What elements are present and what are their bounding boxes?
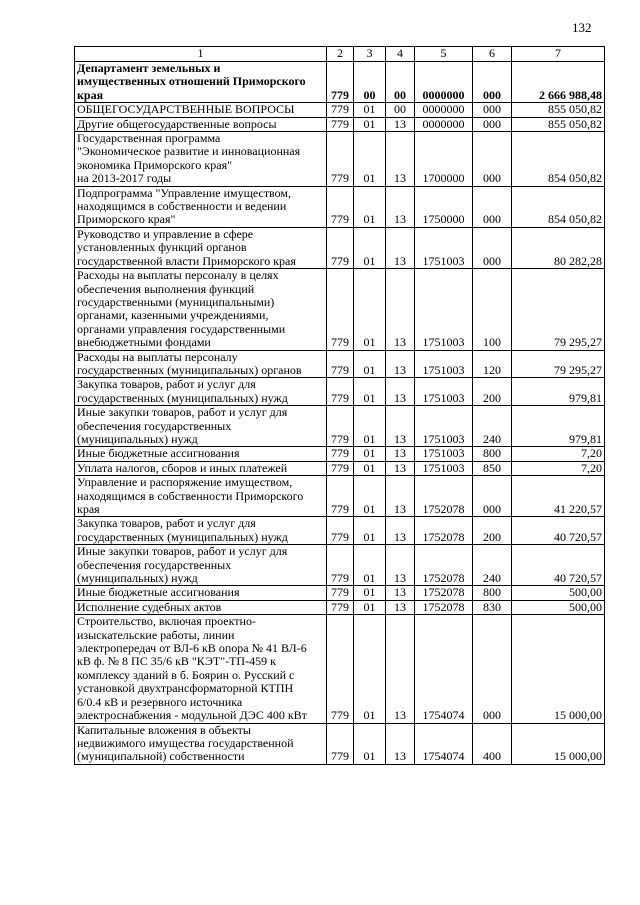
row-name: Иные бюджетные ассигнования	[75, 447, 327, 461]
row-code-3: 01	[354, 378, 386, 406]
row-code-6: 800	[473, 586, 512, 600]
row-amount: 15 000,00	[512, 615, 605, 723]
row-code-3: 01	[354, 186, 386, 227]
row-amount: 40 720,57	[512, 517, 605, 545]
row-code-6: 200	[473, 517, 512, 545]
row-amount: 79 295,27	[512, 350, 605, 378]
row-code-2: 779	[327, 378, 354, 406]
table-row	[75, 227, 605, 268]
row-name: ОБЩЕГОСУДАРСТВЕННЫЕ ВОПРОСЫ	[75, 103, 327, 117]
row-code-3: 01	[354, 600, 386, 614]
row-code-4: 13	[386, 615, 415, 723]
row-code-6: 830	[473, 600, 512, 614]
row-code-3: 01	[354, 615, 386, 723]
table-header	[75, 47, 605, 62]
row-code-3: 01	[354, 103, 386, 117]
row-code-3: 01	[354, 406, 386, 447]
row-name: Управление и распоряжение имуществом, находящимся в собственности Приморского края	[75, 476, 327, 517]
row-code-4: 13	[386, 227, 415, 268]
row-code-6: 240	[473, 406, 512, 447]
row-code-4: 13	[386, 476, 415, 517]
row-code-5: 1700000	[415, 132, 473, 187]
row-code-2: 779	[327, 615, 354, 723]
row-code-4: 13	[386, 517, 415, 545]
table-row	[75, 447, 605, 461]
row-amount: 40 720,57	[512, 545, 605, 586]
row-code-4: 13	[386, 545, 415, 586]
row-code-4: 13	[386, 600, 415, 614]
row-code-2: 779	[327, 269, 354, 350]
row-amount: 979,81	[512, 378, 605, 406]
row-code-6: 000	[473, 615, 512, 723]
table-body	[75, 62, 605, 765]
row-name: Строительство, включая проектно- изыскательские работы, линии электропередач от ВЛ-6 кВ опора № 41 ВЛ-6 кВ ф. № 8 ПС 35/6 кВ "КЭТ"-ТП-459 к комплексу зданий в б. Боярин о. Русский с установкой двухтрансформаторной КТПН 6/0.4 кВ и резервного источника электроснабжения - модульной ДЭС 400 кВт	[75, 615, 327, 723]
row-name: Капитальные вложения в объекты недвижимого имущества государственной (муниципальной) собственности	[75, 723, 327, 764]
table-row	[75, 586, 605, 600]
row-code-3: 01	[354, 350, 386, 378]
row-code-6: 400	[473, 723, 512, 764]
row-name: Закупка товаров, работ и услуг для государственных (муниципальных) нужд	[75, 378, 327, 406]
row-name: Иные закупки товаров, работ и услуг для обеспечения государственных (муниципальных) нужд	[75, 406, 327, 447]
header-col-5: 5	[415, 47, 473, 62]
row-code-2: 779	[327, 586, 354, 600]
table-row	[75, 117, 605, 131]
row-name: Закупка товаров, работ и услуг для государственных (муниципальных) нужд	[75, 517, 327, 545]
row-code-3: 01	[354, 517, 386, 545]
row-amount: 80 282,28	[512, 227, 605, 268]
row-code-3: 01	[354, 461, 386, 475]
row-code-2: 779	[327, 350, 354, 378]
row-code-4: 13	[386, 350, 415, 378]
row-code-3: 01	[354, 447, 386, 461]
row-name: Другие общегосударственные вопросы	[75, 117, 327, 131]
row-name: Руководство и управление в сфере установленных функций органов государственной власти Приморского края	[75, 227, 327, 268]
row-amount: 7,20	[512, 461, 605, 475]
row-code-5: 1752078	[415, 586, 473, 600]
row-code-6: 000	[473, 227, 512, 268]
row-code-6: 000	[473, 132, 512, 187]
row-code-5: 1754074	[415, 615, 473, 723]
table-row	[75, 545, 605, 586]
table-row	[75, 350, 605, 378]
row-code-5: 1751003	[415, 447, 473, 461]
row-code-5: 1752078	[415, 545, 473, 586]
row-code-4: 13	[386, 132, 415, 187]
table-row	[75, 476, 605, 517]
row-name: Иные бюджетные ассигнования	[75, 586, 327, 600]
table-row	[75, 103, 605, 117]
row-code-6: 000	[473, 103, 512, 117]
row-code-4: 13	[386, 406, 415, 447]
row-code-5: 1752078	[415, 476, 473, 517]
row-code-2: 779	[327, 132, 354, 187]
row-code-4: 13	[386, 447, 415, 461]
row-code-3: 01	[354, 723, 386, 764]
header-col-6: 6	[473, 47, 512, 62]
row-code-6: 000	[473, 62, 512, 103]
row-code-5: 0000000	[415, 62, 473, 103]
row-code-4: 13	[386, 186, 415, 227]
row-code-2: 779	[327, 461, 354, 475]
row-code-2: 779	[327, 62, 354, 103]
header-col-1: 1	[75, 47, 327, 62]
row-name: Иные закупки товаров, работ и услуг для обеспечения государственных (муниципальных) нужд	[75, 545, 327, 586]
row-amount: 7,20	[512, 447, 605, 461]
row-code-3: 01	[354, 476, 386, 517]
row-code-2: 779	[327, 103, 354, 117]
row-code-4: 13	[386, 461, 415, 475]
row-name: Государственная программа "Экономическое развитие и инновационная экономика Приморского края" на 2013-2017 годы	[75, 132, 327, 187]
header-col-7: 7	[512, 47, 605, 62]
row-code-2: 779	[327, 186, 354, 227]
table-row	[75, 600, 605, 614]
row-amount: 2 666 988,48	[512, 62, 605, 103]
row-code-4: 13	[386, 723, 415, 764]
row-name: Расходы на выплаты персоналу в целях обеспечения выполнения функций государственными (муниципальными) органами, казенными учреждениями, органами управления государственными внебюджетными фондами	[75, 269, 327, 350]
row-code-3: 01	[354, 117, 386, 131]
table-row	[75, 723, 605, 764]
row-code-4: 13	[386, 269, 415, 350]
row-code-6: 000	[473, 117, 512, 131]
row-code-2: 779	[327, 476, 354, 517]
row-name: Расходы на выплаты персоналу государственных (муниципальных) органов	[75, 350, 327, 378]
row-amount: 500,00	[512, 586, 605, 600]
row-code-2: 779	[327, 723, 354, 764]
row-code-4: 13	[386, 586, 415, 600]
row-code-6: 800	[473, 447, 512, 461]
row-amount: 15 000,00	[512, 723, 605, 764]
row-code-5: 1751003	[415, 350, 473, 378]
row-code-4: 13	[386, 117, 415, 131]
row-code-5: 1751003	[415, 378, 473, 406]
table-row	[75, 615, 605, 723]
row-code-6: 240	[473, 545, 512, 586]
row-code-5: 1751003	[415, 227, 473, 268]
row-code-5: 0000000	[415, 117, 473, 131]
row-amount: 79 295,27	[512, 269, 605, 350]
table-row	[75, 517, 605, 545]
row-name: Подпрограмма "Управление имуществом, находящимся в собственности и ведении Приморского края"	[75, 186, 327, 227]
row-name: Исполнение судебных актов	[75, 600, 327, 614]
table-row	[75, 186, 605, 227]
row-code-2: 779	[327, 517, 354, 545]
row-code-4: 00	[386, 62, 415, 103]
row-code-2: 779	[327, 406, 354, 447]
row-code-5: 1750000	[415, 186, 473, 227]
row-code-6: 120	[473, 350, 512, 378]
row-code-3: 01	[354, 586, 386, 600]
row-code-6: 200	[473, 378, 512, 406]
row-name: Департамент земельных и имущественных отношений Приморского края	[75, 62, 327, 103]
row-code-5: 1754074	[415, 723, 473, 764]
table-row	[75, 406, 605, 447]
row-amount: 854 050,82	[512, 132, 605, 187]
row-code-5: 1751003	[415, 406, 473, 447]
row-code-2: 779	[327, 447, 354, 461]
row-code-3: 01	[354, 269, 386, 350]
table-row	[75, 461, 605, 475]
row-code-6: 000	[473, 476, 512, 517]
row-amount: 979,81	[512, 406, 605, 447]
row-code-6: 000	[473, 186, 512, 227]
row-code-4: 00	[386, 103, 415, 117]
row-code-2: 779	[327, 117, 354, 131]
row-code-2: 779	[327, 227, 354, 268]
row-code-3: 00	[354, 62, 386, 103]
row-code-5: 1751003	[415, 269, 473, 350]
row-code-5: 1752078	[415, 600, 473, 614]
row-amount: 854 050,82	[512, 186, 605, 227]
page-number: 132	[572, 20, 592, 35]
row-code-5: 1752078	[415, 517, 473, 545]
row-amount: 855 050,82	[512, 117, 605, 131]
row-amount: 500,00	[512, 600, 605, 614]
row-code-2: 779	[327, 600, 354, 614]
row-code-2: 779	[327, 545, 354, 586]
row-code-3: 01	[354, 545, 386, 586]
table-row	[75, 269, 605, 350]
row-amount: 41 220,57	[512, 476, 605, 517]
row-code-5: 1751003	[415, 461, 473, 475]
row-code-6: 850	[473, 461, 512, 475]
row-name: Уплата налогов, сборов и иных платежей	[75, 461, 327, 475]
table-row	[75, 378, 605, 406]
header-col-3: 3	[354, 47, 386, 62]
row-code-6: 100	[473, 269, 512, 350]
table-row	[75, 62, 605, 103]
row-code-3: 01	[354, 227, 386, 268]
table-row	[75, 132, 605, 187]
row-code-4: 13	[386, 378, 415, 406]
row-amount: 855 050,82	[512, 103, 605, 117]
header-col-2: 2	[327, 47, 354, 62]
row-code-5: 0000000	[415, 103, 473, 117]
row-code-3: 01	[354, 132, 386, 187]
header-row	[75, 47, 605, 62]
budget-table	[74, 46, 605, 765]
header-col-4: 4	[386, 47, 415, 62]
